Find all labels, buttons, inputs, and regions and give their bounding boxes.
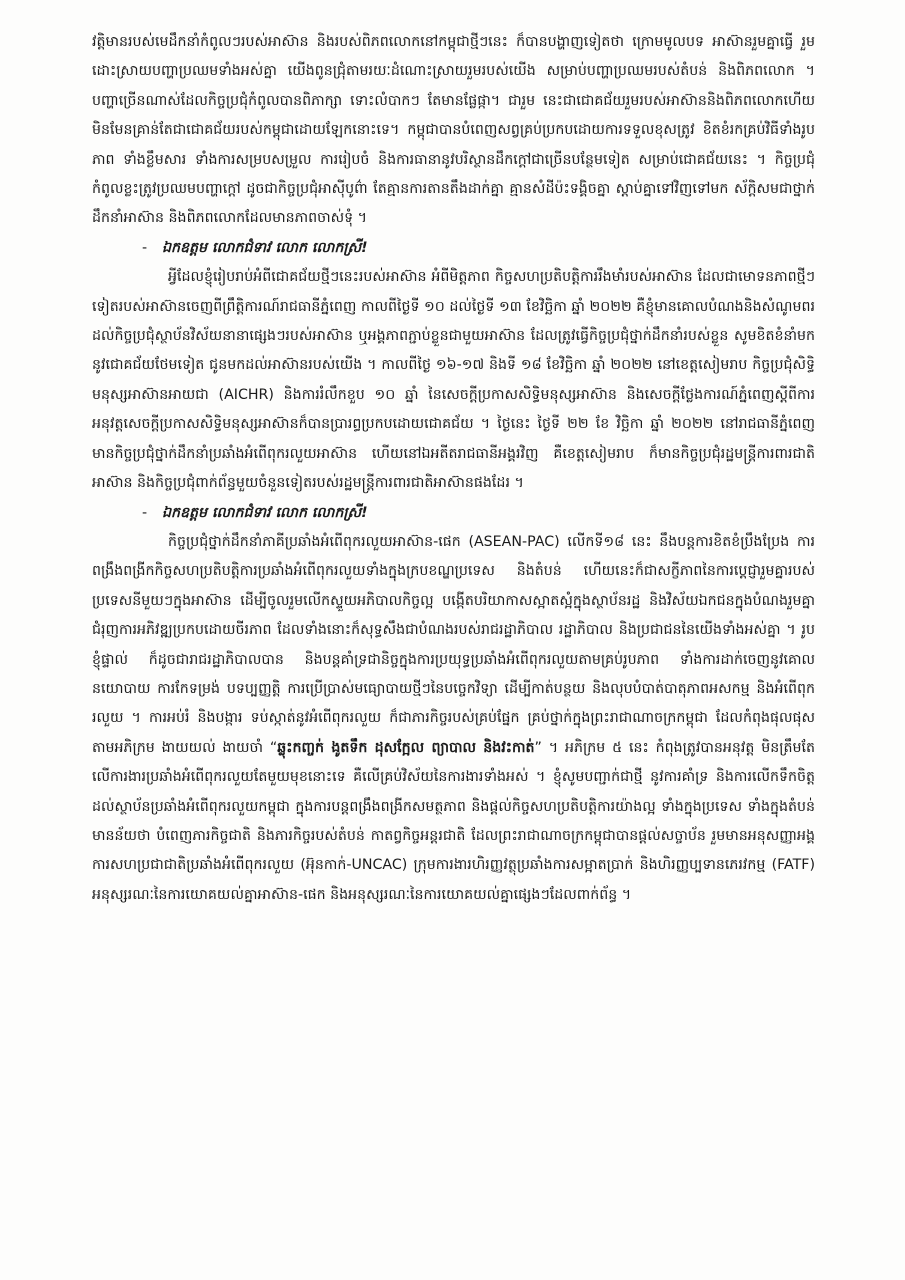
paragraph-2: អ្វីដែលខ្ញុំរៀបរាប់អំពីជោគជ័យថ្មីៗនេះរបស់អាស៊ាន អំពីមិត្តភាព កិច្ចសហប្រតិបត្តិការរឹងមាំរបស់អាស៊ាន ដែលជាមោទនភាពថ្មីៗទៀតរបស់អាស៊ានចេញពីព្រឹត្តិការណ៍រាជធានីភ្នំពេញ កាលពីថ្ងៃទី ១០ ដល់ថ្ងៃទី ១៣ ខែវិច្ឆិកា ឆ្នាំ ២០២២ គឺខ្ញុំមានគោលបំណងនិងសំណូមពរដល់កិច្ចប្រជុំស្ថាប័នវិស័យនានាផ្សេងៗរបស់អាស៊ាន ឬអង្គភាពភ្ជាប់ខ្លួនជាមួយអាស៊ាន ដែលត្រូវធ្វើកិច្ចប្រជុំថ្នាក់ដឹកនាំរបស់ខ្លួន សូមខិតខំនាំមកនូវជោគជ័យថែមទៀត ជូនមកដល់អាស៊ានរបស់យើង ។ កាលពីថ្ងៃ ១៦-១៧ និងទី ១៨ ខែវិច្ឆិកា ឆ្នាំ ២០២២ នៅខេត្តសៀមរាប កិច្ចប្រជុំសិទ្ធិមនុស្សអាស៊ានអាយជា (AICHR) និងការរំលឹកខួប ១០ ឆ្នាំ នៃសេចក្តីប្រកាសសិទ្ធិមនុស្សអាស៊ាន និងសេចក្តីថ្លែងការណ៍ភ្នំពេញស្តីពីការអនុវត្តសេចក្តីប្រកាសសិទ្ធិមនុស្សអាស៊ានក៏បានប្រារព្ធប្រកបដោយជោគជ័យ ។ ថ្ងៃនេះ ថ្ងៃទី ២២ ខែ វិច្ឆិកា ឆ្នាំ ២០២២ នៅរាជធានីភ្នំពេញ មានកិច្ចប្រជុំថ្នាក់ដឹកនាំប្រឆាំងអំពើពុករលួយអាស៊ាន ហើយនៅឯអតីតរាជធានីអង្គរវិញ គឺខេត្តសៀមរាប ក៏មានកិច្ចប្រជុំរដ្ឋមន្ត្រីការពារជាតិអាស៊ាន និងកិច្ចប្រជុំពាក់ព័ន្ធមួយចំនួនទៀតរបស់រដ្ឋមន្ត្រីការពារជាតិអាស៊ានផងដែរ ។ <box>92 269 815 492</box>
salutation-text: ឯកឧត្តម លោកជំទាវ លោក លោកស្រី! <box>162 504 368 521</box>
paragraph-3: កិច្ចប្រជុំថ្នាក់ដឹកនាំភាគីប្រឆាំងអំពើពុករលួយអាស៊ាន-ផេក (ASEAN-PAC) លើកទី១៨ នេះ នឹងបន្តការខិតខំប្រឹងប្រែង ការពង្រឹងពង្រីកកិច្ចសហប្រតិបត្តិការប្រឆាំងអំពើពុករលួយទាំងក្នុងក្របខណ្ឌប្រទេស និងតំបន់ ហើយនេះក៏ជាសក្ខីភាពនៃការប្តេជ្ញារួមគ្នារបស់ប្រទេសនីមួយៗក្នុងអាស៊ាន ដើម្បីចូលរួមលើកស្ទួយអភិបាលកិច្ចល្អ បង្កើតបរិយាកាសស្អាតស្អំក្នុងស្ថាប័នរដ្ឋ និងវិស័យឯកជនក្នុងបំណងរួមគ្នាជំរុញការអភិវឌ្ឍប្រកបដោយចីរភាព ដែលទាំងនោះក៏សុទ្ធសឹងជាបំណងរបស់រាជរដ្ឋាភិបាល រដ្ឋាភិបាល និងប្រជាជននៃយើងទាំងអស់គ្នា ។ រូបខ្ញុំផ្ទាល់ ក៏ដូចជារាជរដ្ឋាភិបាលបាន និងបន្តគាំទ្រជានិច្ចក្នុងការប្រយុទ្ធប្រឆាំងអំពើពុករលួយតាមគ្រប់រូបភាព ទាំងការដាក់ចេញនូវគោលនយោបាយ ការកែទម្រង់ បទប្បញ្ញត្តិ ការប្រើប្រាស់មធ្យោបាយថ្មីៗនៃបច្ចេកវិទ្យា ដើម្បីកាត់បន្ថយ និងលុបបំបាត់បាតុភាពអសកម្ម និងអំពើពុករលួយ ។ ការអប់រំ និងបង្ការ ទប់ស្កាត់នូវអំពើពុករលួយ ក៏ជាភារកិច្ចរបស់គ្រប់ផ្នែក គ្រប់ថ្នាក់ក្នុងព្រះរាជាណាចក្រកម្ពុជា ដែលកំពុងផុលផុសតាមអភិក្រម ងាយយល់ ងាយចាំ “ឆ្លុះកញ្ចក់ ងូតទឹក ដុសក្អែល ព្យាបាល និងវះកាត់” ។ អភិក្រម ៥ នេះ កំពុងត្រូវបានអនុវត្ត មិនត្រឹមតែលើការងារប្រឆាំងអំពើពុករលួយតែមួយមុខនោះទេ គឺលើគ្រប់វិស័យនៃការងារទាំងអស់ ។ ខ្ញុំសូមបញ្ជាក់ជាថ្មី នូវការគាំទ្រ និងការលើកទឹកចិត្តដល់ស្ថាប័នប្រឆាំងអំពើពុករលួយកម្ពុជា ក្នុងការបន្តពង្រឹងពង្រីកសមត្ថភាព និងផ្តល់កិច្ចសហប្រតិបត្តិការយ៉ាងល្អ ទាំងក្នុងប្រទេស ទាំងក្នុងតំបន់ មានន័យថា បំពេញភារកិច្ចជាតិ និងភារកិច្ចរបស់តំបន់ កាតព្វកិច្ចអន្តរជាតិ ដែលព្រះរាជាណាចក្រកម្ពុជាបានផ្តល់សច្ចាប័ន រួមមានអនុសញ្ញាអង្គការសហប្រជាជាតិប្រឆាំងអំពើពុករលួយ (អ៊ុនកាក់-UNCAC) ក្រុមការងារហិរញ្ញវត្ថុប្រឆាំងការសម្អាតប្រាក់ និងហិរញ្ញប្បទានភេរវកម្ម (FATF) អនុស្សរណៈនៃការយោគយល់គ្នាអាស៊ាន-ផេក និងអនុស្សរណៈនៃការយោគយល់គ្នាផ្សេងៗដែលពាក់ព័ន្ធ ។ <box>92 533 815 903</box>
paragraph-3-text-a: កិច្ចប្រជុំថ្នាក់ដឹកនាំភាគីប្រឆាំងអំពើពុករលួយអាស៊ាន-ផេក (ASEAN-PAC) លើកទី១៨ នេះ នឹងបន្តការខិតខំប្រឹងប្រែង ការពង្រឹងពង្រីកកិច្ចសហប្រតិបត្តិការប្រឆាំងអំពើពុករលួយទាំងក្នុងក្របខណ្ឌប្រទេស និងតំបន់ ហើយនេះក៏ជាសក្ខីភាពនៃការប្តេជ្ញារួមគ្នារបស់ប្រទេសនីមួយៗក្នុងអាស៊ាន ដើម្បីចូលរួមលើកស្ទួយអភិបាលកិច្ចល្អ បង្កើតបរិយាកាសស្អាតស្អំក្នុងស្ថាប័នរដ្ឋ និងវិស័យឯកជនក្នុងបំណងរួមគ្នាជំរុញការអភិវឌ្ឍប្រកបដោយចីរភាព ដែលទាំងនោះក៏សុទ្ធសឹងជាបំណងរបស់រាជរដ្ឋាភិបាល រដ្ឋាភិបាល និងប្រជាជននៃយើងទាំងអស់គ្នា ។ រូបខ្ញុំផ្ទាល់ ក៏ដូចជារាជរដ្ឋាភិបាលបាន និងបន្តគាំទ្រជានិច្ចក្នុងការប្រយុទ្ធប្រឆាំងអំពើពុករលួយតាមគ្រប់រូបភាព ទាំងការដាក់ចេញនូវគោលនយោបាយ ការកែទម្រង់ បទប្បញ្ញត្តិ ការប្រើប្រាស់មធ្យោបាយថ្មីៗនៃបច្ចេកវិទ្យា ដើម្បីកាត់បន្ថយ និងលុបបំបាត់បាតុភាពអសកម្ម និងអំពើពុករលួយ ។ ការអប់រំ និងបង្ការ ទប់ស្កាត់នូវអំពើពុករលួយ ក៏ជាភារកិច្ចរបស់គ្រប់ផ្នែក គ្រប់ថ្នាក់ក្នុងព្រះរាជាណាចក្រកម្ពុជា ដែលកំពុងផុលផុសតាមអភិក្រម ងាយយល់ ងាយចាំ <box>92 533 815 756</box>
bullet-dash: - <box>142 504 148 521</box>
paragraph-3-text-b: ។ អភិក្រម ៥ នេះ កំពុងត្រូវបានអនុវត្ត មិនត្រឹមតែលើការងារប្រឆាំងអំពើពុករលួយតែមួយមុខនោះទេ គឺលើគ្រប់វិស័យនៃការងារទាំងអស់ ។ ខ្ញុំសូមបញ្ជាក់ជាថ្មី នូវការគាំទ្រ និងការលើកទឹកចិត្តដល់ស្ថាប័នប្រឆាំងអំពើពុករលួយកម្ពុជា ក្នុងការបន្តពង្រឹងពង្រីកសមត្ថភាព និងផ្តល់កិច្ចសហប្រតិបត្តិការយ៉ាងល្អ ទាំងក្នុងប្រទេស ទាំងក្នុងតំបន់ មានន័យថា បំពេញភារកិច្ចជាតិ និងភារកិច្ចរបស់តំបន់ កាតព្វកិច្ចអន្តរជាតិ ដែលព្រះរាជាណាចក្រកម្ពុជាបានផ្តល់សច្ចាប័ន រួមមានអនុសញ្ញាអង្គការសហប្រជាជាតិប្រឆាំងអំពើពុករលួយ (អ៊ុនកាក់-UNCAC) ក្រុមការងារហិរញ្ញវត្ថុប្រឆាំងការសម្អាតប្រាក់ និងហិរញ្ញប្បទានភេរវកម្ម (FATF) អនុស្សរណៈនៃការយោគយល់គ្នាអាស៊ាន-ផេក និងអនុស្សរណៈនៃការយោគយល់គ្នាផ្សេងៗដែលពាក់ព័ន្ធ ។ <box>92 739 815 903</box>
salutation-text: ឯកឧត្តម លោកជំទាវ លោក លោកស្រី! <box>162 239 368 256</box>
paragraph-1: វត្តិមានរបស់មេដឹកនាំកំពូលៗរបស់អាស៊ាន និងរបស់ពិភពលោកនៅកម្ពុជាថ្មីៗនេះ ក៏បានបង្ហាញទៀតថា ក្រោមមូលបទ អាស៊ានរួមគ្នាធ្វើ រួមដោះស្រាយបញ្ហាប្រឈមទាំងអស់គ្នា យើងពូនជ្រុំតាមរយៈដំណោះស្រាយរួមរបស់យើង សម្រាប់បញ្ហាប្រឈមរបស់តំបន់ និងពិភពលោក ។ បញ្ហាច្រើនណាស់ដែលកិច្ចប្រជុំកំពូលបានពិភាក្សា ទោះលំបាកៗ តែមានផ្លែផ្កា។ ជារួម នេះជាជោគជ័យរួមរបស់អាស៊ាននិងពិភពលោកហើយមិនមែនគ្រាន់តែជាជោគជ័យរបស់កម្ពុជាដោយឡែកនោះទេ។ កម្ពុជាបានបំពេញសព្វគ្រប់ប្រកបដោយការទទួលខុសត្រូវ ខិតខំរកគ្រប់វិធីទាំងរូបភាព ទាំងខ្លឹមសារ ទាំងការសម្របសម្រួល ការរៀបចំ និងការធានានូវបរិស្ថានដឹកក្តៅជាច្រើនបន្ថែមទៀត សម្រាប់ជោគជ័យនេះ ។ កិច្ចប្រជុំកំពូលខ្លះត្រូវប្រឈមបញ្ហាក្តៅ ដូចជាកិច្ចប្រជុំអាស៊ីបូព៌ា តែគ្មានការតានតឹងដាក់គ្នា គ្មានសំដីប៉ះទង្គិចគ្នា ស្តាប់គ្នាទៅវិញទៅមក ស័ក្តិសមជាថ្នាក់ដឹកនាំអាស៊ាន និងពិភពលោកដែលមានភាពចាស់ទុំ ។ <box>92 34 815 227</box>
salutation-1 <box>92 234 815 263</box>
bullet-dash: - <box>142 239 148 256</box>
paragraph-3-bold-slogan: ឆ្លុះកញ្ចក់ ងូតទឹក ដុសក្អែល ព្យាបាល និងវះកាត់ <box>277 739 535 756</box>
salutation-2 <box>92 499 815 528</box>
